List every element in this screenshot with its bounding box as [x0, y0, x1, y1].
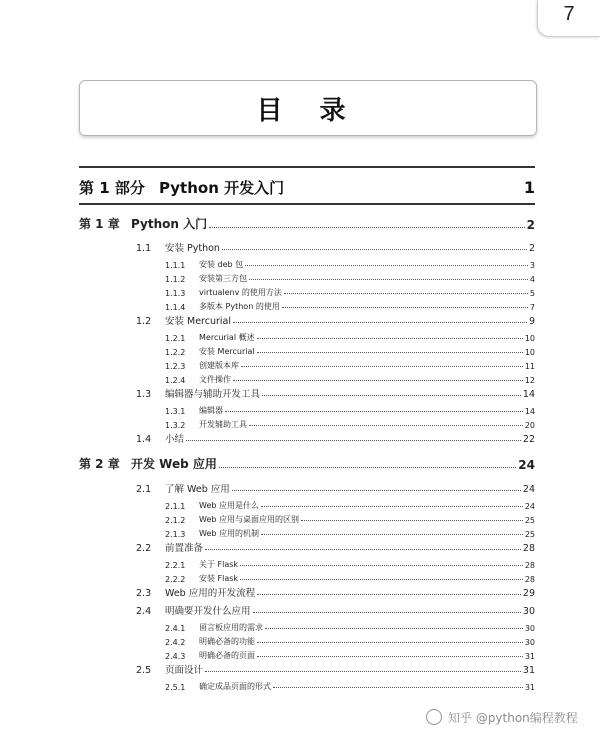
- part-label: 第 1 部分: [79, 178, 145, 197]
- toc-entry-title: 关于 Flask: [199, 560, 239, 569]
- part-top-rule: [79, 166, 535, 168]
- toc-entry-leader: [233, 322, 527, 323]
- toc-entry-sub: [165, 344, 535, 357]
- toc-entry-page: 30: [524, 638, 535, 647]
- watermark-text: 知乎 @python编程教程: [448, 710, 578, 725]
- toc-entry-page: 3: [529, 261, 535, 270]
- toc-entry-page: 24: [518, 458, 535, 472]
- page-number: 7: [537, 0, 600, 37]
- toc-entry-page: 30: [522, 606, 535, 617]
- toc-entry-title: 了解 Web 应用: [165, 484, 230, 495]
- toc-entry-sub: [165, 358, 535, 371]
- toc-entry-leader: [209, 227, 525, 228]
- toc-entry-page: 9: [528, 316, 535, 327]
- toc-entry-sub: [165, 498, 535, 511]
- toc-entry-number: 1.2: [136, 316, 152, 327]
- toc-entry-sub: [165, 257, 535, 270]
- toc-entry-number: 2.4.1: [165, 624, 186, 633]
- toc-entry-leader: [257, 642, 523, 643]
- toc-entry-leader: [261, 506, 523, 507]
- toc-entry-leader: [225, 411, 523, 412]
- toc-entry-page: 10: [524, 334, 535, 343]
- toc-entry-number: 1.3.1: [165, 407, 186, 416]
- part-title: Python 开发入门: [159, 178, 285, 197]
- toc-entry-page: 14: [524, 407, 535, 416]
- toc-entry-page: 29: [522, 588, 535, 599]
- part-heading: [79, 176, 535, 198]
- toc-entry-title: 开发辅助工具: [199, 420, 247, 429]
- zhihu-logo-icon: [426, 709, 442, 725]
- toc-entry-leader: [273, 687, 523, 688]
- toc-entry-leader: [261, 534, 523, 535]
- toc-entry-page: 2: [528, 243, 535, 254]
- toc-entry-leader: [284, 293, 528, 294]
- toc-entry-sub: [165, 557, 535, 570]
- toc-entry-chapter: [79, 456, 535, 472]
- toc-entry-leader: [219, 467, 516, 468]
- toc-entry-page: 11: [524, 362, 535, 371]
- toc-entry-title: 编辑器: [199, 406, 223, 415]
- toc-entry-title: 安装 deb 包: [199, 260, 244, 269]
- toc-entry-number: 1.1.2: [165, 275, 186, 284]
- toc-entry-title: Mercurial 概述: [199, 333, 255, 342]
- toc-entry-leader: [240, 579, 523, 580]
- toc-entry-leader: [205, 549, 521, 550]
- toc-entry-title: virtualenv 的使用方法: [199, 288, 282, 297]
- toc-entry-page: 25: [524, 516, 535, 525]
- toc-entry-sub: [165, 648, 535, 661]
- toc-entry-number: 1.1.1: [165, 261, 186, 270]
- toc-entry-sub: [165, 372, 535, 385]
- toc-entry-page: 31: [522, 665, 535, 676]
- toc-entry-title: Web 应用的开发流程: [165, 588, 256, 599]
- toc-entry-section: [136, 240, 535, 254]
- toc-entry-section: [136, 585, 535, 599]
- toc-entry-sub: [165, 512, 535, 525]
- toc-entry-title: Python 入门: [131, 217, 208, 231]
- watermark: [418, 704, 586, 730]
- toc-entry-title: Web 应用是什么: [199, 501, 259, 510]
- part-bottom-rule: [79, 203, 535, 205]
- toc-entry-leader: [205, 671, 521, 672]
- toc-entry-leader: [262, 395, 521, 396]
- toc-entry-number: 2.1.2: [165, 516, 186, 525]
- toc-entry-title: 安装 Mercurial: [199, 347, 255, 356]
- toc-entry-number: 1.3: [136, 389, 152, 400]
- toc-entry-sub: [165, 679, 535, 692]
- toc-entry-page: 10: [524, 348, 535, 357]
- toc-entry-page: 20: [524, 421, 535, 430]
- toc-entry-page: 28: [524, 561, 535, 570]
- toc-entry-number: 1.2.1: [165, 334, 186, 343]
- toc-entry-title: 安装 Python: [165, 243, 220, 254]
- toc-entry-title: Web 应用的机制: [199, 529, 259, 538]
- toc-entry-number: 1.2.2: [165, 348, 186, 357]
- toc-entry-page: 24: [522, 484, 535, 495]
- toc-entry-number: 2.4.2: [165, 638, 186, 647]
- toc-entry-title: 创建版本库: [199, 361, 239, 370]
- toc-entry-section: [136, 540, 535, 554]
- toc-entry-number: 2.3: [136, 588, 152, 599]
- toc-entry-leader: [257, 594, 521, 595]
- toc-entry-leader: [249, 425, 523, 426]
- toc-entry-number: 2.2.1: [165, 561, 186, 570]
- toc-entry-sub: [165, 271, 535, 284]
- toc-entry-leader: [265, 628, 523, 629]
- toc-entry-title: 明确必备的功能: [199, 637, 255, 646]
- toc-entry-title: 明确要开发什么应用: [165, 606, 251, 617]
- toc-entry-sub: [165, 620, 535, 633]
- toc-entry-number: 2.5.1: [165, 683, 186, 692]
- toc-entry-leader: [186, 440, 521, 441]
- toc-entry-sub: [165, 571, 535, 584]
- toc-entry-section: [136, 386, 535, 400]
- toc-entry-leader: [301, 520, 523, 521]
- toc-entry-leader: [257, 656, 523, 657]
- toc-entry-leader: [257, 352, 523, 353]
- part-page: 1: [523, 177, 535, 197]
- toc-entry-number: 2.4.3: [165, 652, 186, 661]
- toc-entry-title: Web 应用与桌面应用的区别: [199, 515, 299, 524]
- toc-entry-page: 30: [524, 624, 535, 633]
- toc-entry-section: [136, 481, 535, 495]
- toc-entry-number: 1.4: [136, 434, 152, 445]
- toc-entry-sub: [165, 330, 535, 343]
- toc-entry-title: 文件操作: [199, 375, 231, 384]
- toc-entry-sub: [165, 417, 535, 430]
- toc-entry-leader: [233, 380, 523, 381]
- toc-entry-page: 12: [524, 376, 535, 385]
- toc-entry-section: [136, 431, 535, 445]
- toc-entry-title: 安装第三方包: [199, 274, 247, 283]
- toc-entry-page: 31: [524, 652, 535, 661]
- toc-entry-page: 25: [524, 530, 535, 539]
- toc-entry-sub: [165, 285, 535, 298]
- toc-entry-page: 5: [529, 289, 535, 298]
- toc-entry-number: 第 1 章: [79, 217, 120, 231]
- toc-entry-number: 2.4: [136, 606, 152, 617]
- toc-entry-sub: [165, 403, 535, 416]
- page-title: 目 录: [79, 80, 537, 136]
- toc-entry-title: 小结: [165, 434, 185, 445]
- toc-entry-number: 1.2.4: [165, 376, 186, 385]
- toc-entry-page: 2: [526, 218, 535, 232]
- toc-entry-sub: [165, 526, 535, 539]
- toc-entry-title: 前置准备: [165, 543, 204, 554]
- toc-entry-title: 明确必备的页面: [199, 651, 255, 660]
- toc-entry-number: 1.1.3: [165, 289, 186, 298]
- toc-entry-section: [136, 603, 535, 617]
- toc-entry-page: 28: [524, 575, 535, 584]
- toc-entry-title: 确定成品页面的形式: [199, 682, 271, 691]
- toc-entry-number: 1.1.4: [165, 303, 186, 312]
- toc-entry-number: 1.2.3: [165, 362, 186, 371]
- toc-entry-title: 开发 Web 应用: [131, 457, 217, 471]
- toc-entry-leader: [249, 279, 528, 280]
- toc-entry-title: 安装 Mercurial: [165, 316, 232, 327]
- toc-entry-title: 留言板应用的需求: [199, 623, 263, 632]
- toc-entry-leader: [253, 612, 521, 613]
- toc-entry-leader: [282, 307, 528, 308]
- toc-entry-section: [136, 662, 535, 676]
- toc-entry-page: 28: [522, 543, 535, 554]
- toc-entry-leader: [245, 265, 528, 266]
- toc-entry-leader: [241, 366, 523, 367]
- toc-entry-number: 第 2 章: [79, 457, 120, 471]
- toc-entry-leader: [222, 249, 527, 250]
- toc-entry-title: 多版本 Python 的使用: [199, 302, 280, 311]
- toc-entry-section: [136, 313, 535, 327]
- toc-entry-sub: [165, 299, 535, 312]
- toc-entry-page: 24: [524, 502, 535, 511]
- toc-entry-leader: [240, 565, 523, 566]
- toc-entry-number: 2.5: [136, 665, 152, 676]
- toc-entry-number: 2.1.1: [165, 502, 186, 511]
- toc-entry-leader: [257, 338, 523, 339]
- toc-entry-page: 22: [522, 434, 535, 445]
- toc-entry-leader: [232, 490, 521, 491]
- toc-entry-sub: [165, 634, 535, 647]
- toc-entry-number: 2.1: [136, 484, 152, 495]
- toc-entry-number: 1.3.2: [165, 421, 186, 430]
- toc-entry-number: 1.1: [136, 243, 152, 254]
- toc-entry-number: 2.1.3: [165, 530, 186, 539]
- toc-entry-title: 安装 Flask: [199, 574, 239, 583]
- toc-entry-number: 2.2.2: [165, 575, 186, 584]
- toc-entry-title: 编辑器与辅助开发工具: [165, 389, 261, 400]
- toc-entry-page: 7: [529, 303, 535, 312]
- toc-entry-number: 2.2: [136, 543, 152, 554]
- toc-entry-page: 31: [524, 683, 535, 692]
- toc-entry-title: 页面设计: [165, 665, 204, 676]
- toc-entry-page: 14: [522, 389, 535, 400]
- toc-entry-chapter: [79, 216, 535, 232]
- toc-entry-page: 4: [529, 275, 535, 284]
